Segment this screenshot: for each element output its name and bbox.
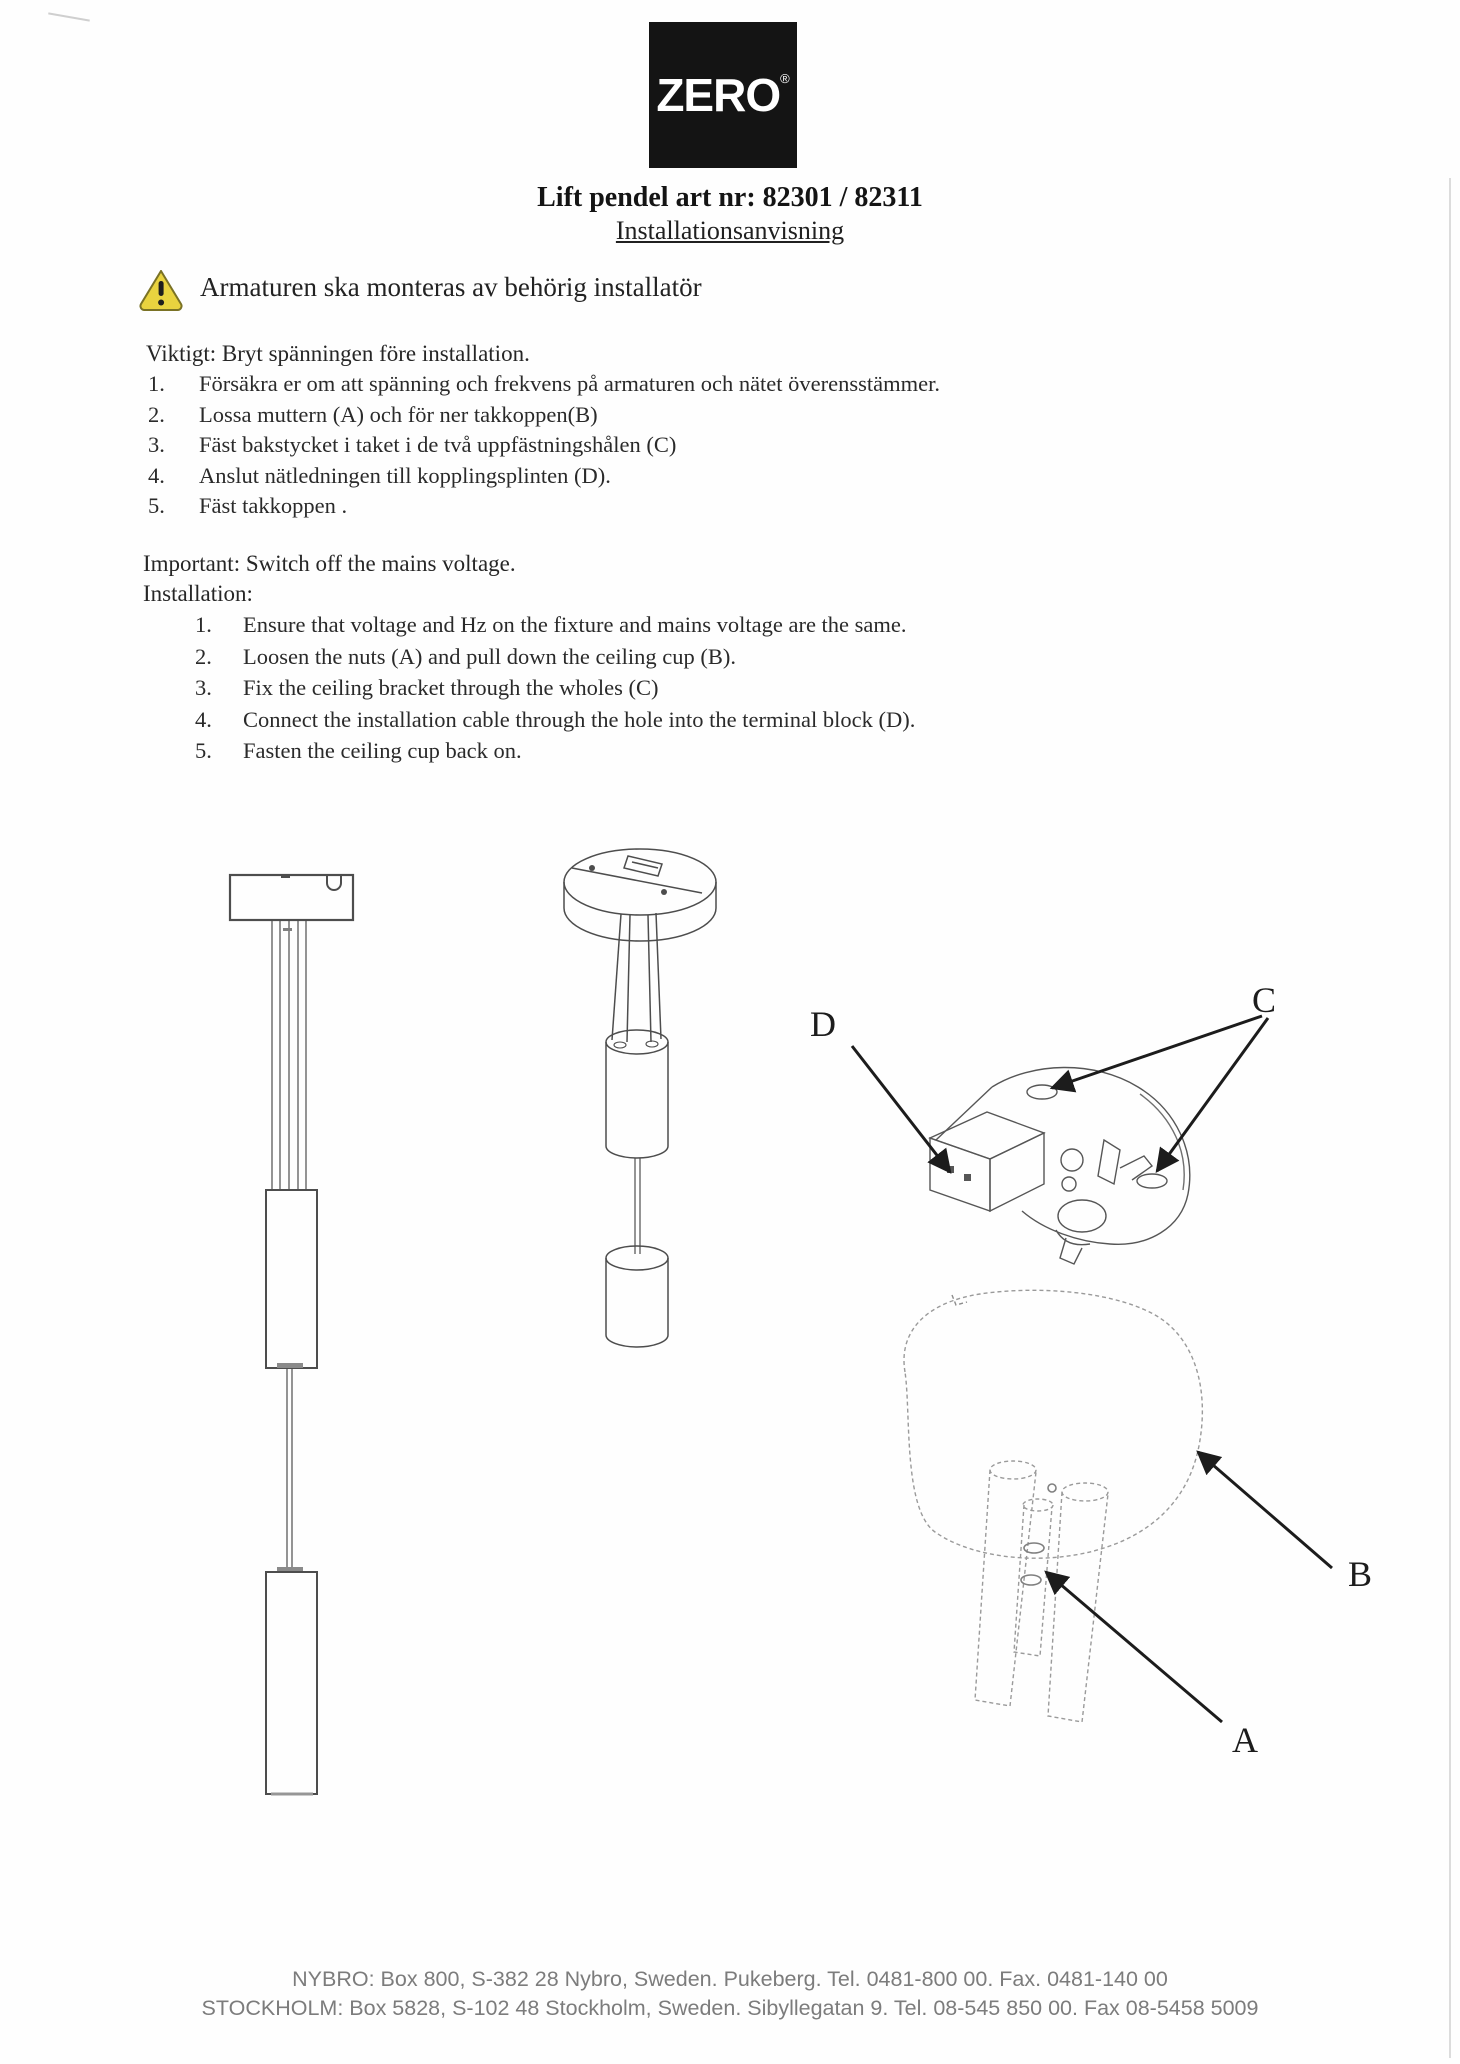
list-item: 3. Fäst bakstycket i taket i de två uppfästningshålen (C): [148, 432, 677, 458]
swedish-heading: Viktigt: Bryt spänningen före installation.: [146, 341, 530, 366]
label-d: D: [810, 1004, 836, 1044]
list-item: 5. Fasten the ceiling cup back on.: [195, 738, 522, 763]
arrow-c1: [1052, 1016, 1262, 1088]
pendant-front-view-figure: [230, 874, 353, 1796]
list-item: 3. Fix the ceiling bracket through the wholes (C): [195, 675, 659, 700]
page-title: Lift pendel art nr: 82301 / 82311: [537, 182, 923, 213]
label-b: B: [1348, 1554, 1373, 1594]
list-item: 1. Ensure that voltage and Hz on the fixture and mains voltage are the same.: [195, 612, 907, 637]
annotation-arrows-cd: [852, 1016, 1268, 1172]
list-item: 4. Anslut nätledningen till kopplingsplinten (D).: [148, 462, 611, 488]
brand-logo-text: ZERO®: [656, 69, 790, 121]
pendant-perspective-figure: [564, 849, 716, 1347]
page-subtitle: Installationsanvisning: [615, 216, 845, 245]
english-subheading: Installation:: [143, 581, 253, 606]
list-item: 1. Försäkra er om att spänning och frekvens på armaturen och nätet överensstämmer.: [148, 371, 940, 396]
label-c: C: [1252, 980, 1277, 1020]
warning-text: Armaturen ska monteras av behörig installatör: [200, 272, 702, 302]
list-item: 4. Connect the installation cable through the hole into the terminal block (D).: [195, 706, 916, 732]
ceiling-cup-figure: [904, 1290, 1202, 1722]
list-item: 5. Fäst takkoppen .: [148, 493, 348, 519]
ceiling-bracket-figure: [930, 1067, 1190, 1264]
registered-mark: ®: [780, 71, 790, 86]
list-item: 2. Loosen the nuts (A) and pull down the ceiling cup (B).: [195, 643, 737, 669]
arrow-c2: [1157, 1018, 1268, 1171]
annotation-arrows-ab: [1046, 1452, 1332, 1722]
footer-address-nybro: NYBRO: Box 800, S-382 28 Nybro, Sweden. Pukeberg. Tel. 0481-800 00. Fax. 0481-140 00: [292, 1967, 1168, 1991]
arrow-a: [1046, 1572, 1222, 1722]
list-item: 2. Lossa muttern (A) och för ner takkoppen(B): [148, 401, 598, 427]
label-a: A: [1232, 1720, 1258, 1760]
arrow-d: [852, 1046, 950, 1172]
english-heading: Important: Switch off the mains voltage.: [143, 551, 516, 576]
arrow-b: [1198, 1452, 1332, 1568]
footer-address-stockholm: STOCKHOLM: Box 5828, S-102 48 Stockholm, Sweden. Sibyllegatan 9. Tel. 08-545 850 00. Fax 08-5458 5009: [201, 1996, 1259, 2020]
